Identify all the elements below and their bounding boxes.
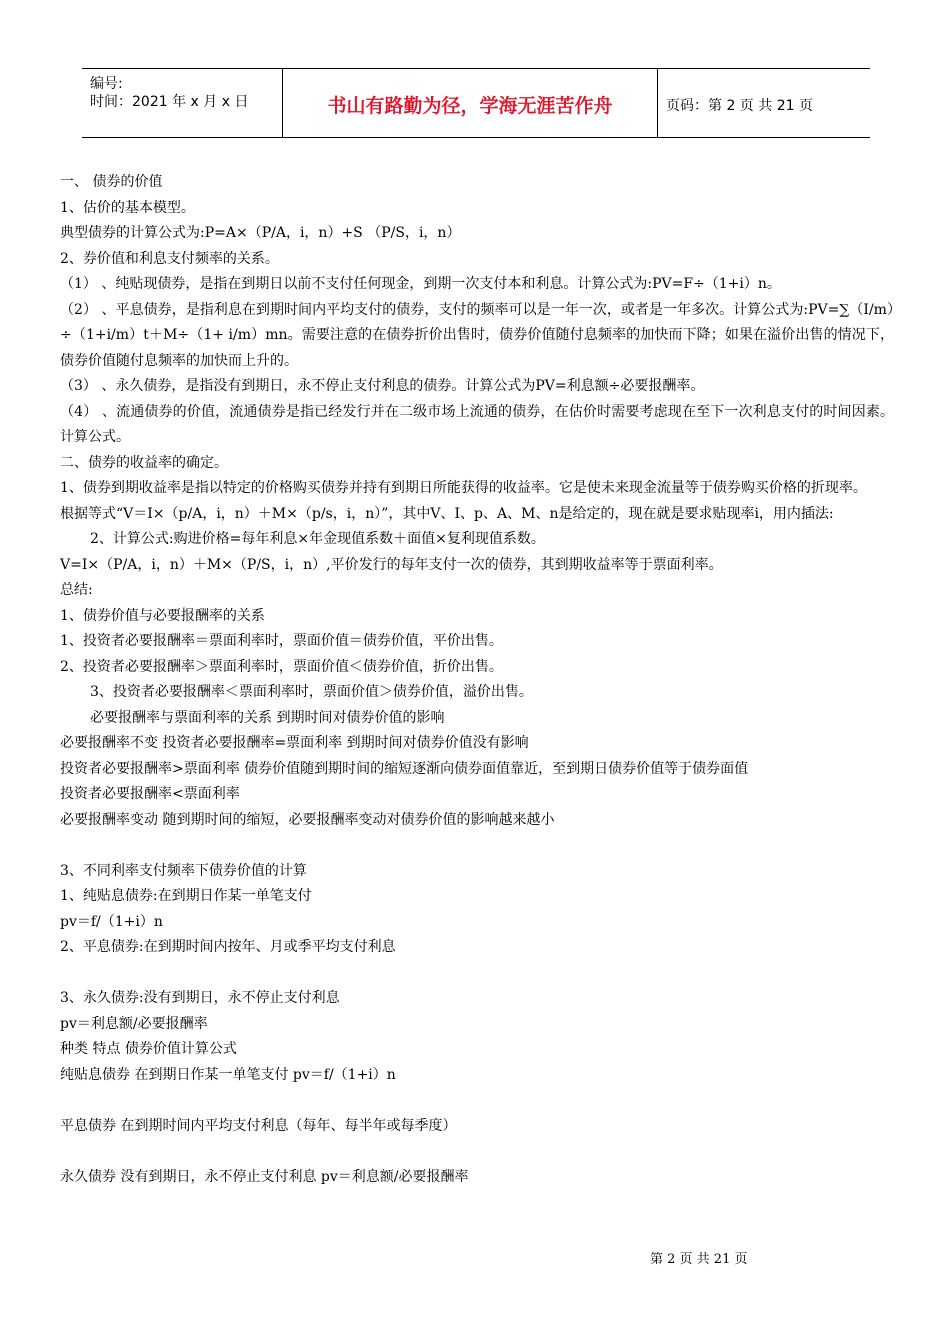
paragraph: 必要报酬率不变 投资者必要报酬率=票面利率 到期时间对债券价值没有影响 bbox=[60, 735, 529, 751]
document-date-label: 时间：2021 年 x 月 x 日 bbox=[90, 94, 249, 110]
header-meta-cell bbox=[82, 69, 282, 137]
paragraph: 2、投资者必要报酬率＞票面利率时，票面价值＜债券价值，折价出售。 bbox=[60, 658, 503, 675]
blank-line bbox=[60, 961, 894, 987]
header-page-cell bbox=[656, 69, 870, 137]
paragraph: 典型债券的计算公式为:P=A×（P/A，i，n）+S （P/S，i，n） bbox=[60, 225, 461, 241]
formula: pv＝f/（1+i）n bbox=[60, 913, 163, 930]
paragraph: 投资者必要报酬率>票面利率 债券价值随到期时间的缩短逐渐向债券面值靠近，至到期日债券价值等于债券面值 bbox=[60, 760, 749, 777]
paragraph: 必要报酬率与票面利率的关系 到期时间对债券价值的影响 bbox=[90, 709, 445, 726]
paragraph: 1、债券价值与必要报酬率的关系 bbox=[60, 607, 265, 624]
blank-line bbox=[60, 1139, 894, 1165]
paragraph: 根据等式“V＝I×（p/A，i，n）＋M×（p/s，i，n）”，其中V、I、p、A、M、n是给定的，现在就是要求贴现率i，用内插法: bbox=[60, 505, 834, 522]
paragraph: 1、投资者必要报酬率＝票面利率时，票面价值＝债券价值，平价出售。 bbox=[60, 633, 503, 649]
document-number-label: 编号: bbox=[90, 76, 123, 92]
paragraph: 总结: bbox=[60, 582, 93, 598]
header-page-number: 页码：第 2 页 共 21 页 bbox=[666, 98, 813, 114]
paragraph: 2、计算公式:购进价格=每年利息×年金现值系数＋面值×复利现值系数。 bbox=[90, 531, 545, 547]
page-header bbox=[82, 68, 870, 138]
section-heading: 一、 债券的价值 bbox=[60, 174, 163, 190]
paragraph: （2） 、平息债券，是指利息在到期时间内平均支付的债券，支付的频率可以是一年一次，或者是一年多次。计算公式为:PV=∑（I/m）÷（1+i/m）t＋M÷（1+ i/m）mn。需要注意的在债券折价出售时，债券价值随付息频率的加快而下降；如果在溢价出售的情况下，债券价值随付息频率的加快而上升的。 bbox=[60, 301, 894, 369]
document-body bbox=[60, 170, 894, 1190]
paragraph: 3、永久债券:没有到期日，永不停止支付利息 bbox=[60, 990, 340, 1006]
paragraph: V=I×（P/A，i，n）＋M×（P/S，i，n）,平价发行的每年支付一次的债券，其到期收益率等于票面利率。 bbox=[60, 556, 723, 573]
blank-line bbox=[60, 1088, 894, 1114]
paragraph: 投资者必要报酬率<票面利率 bbox=[60, 786, 240, 802]
paragraph: （1） 、纯贴现债券，是指在到期日以前不支付任何现金，到期一次支付本和利息。计算公式为:PV=F÷（1+i）n。 bbox=[60, 276, 781, 292]
section-heading: 二、债券的收益率的确定。 bbox=[60, 454, 228, 471]
header-motto-cell bbox=[282, 69, 658, 137]
paragraph: 必要报酬率变动 随到期时间的缩短，必要报酬率变动对债券价值的影响越来越小 bbox=[60, 811, 555, 828]
paragraph: （3） 、永久债券，是指没有到期日，永不停止支付利息的债券。计算公式为PV=利息额÷必要报酬率。 bbox=[60, 378, 705, 394]
paragraph: 2、平息债券:在到期时间内按年、月或季平均支付利息 bbox=[60, 939, 396, 955]
page-footer: 第 2 页 共 21 页 bbox=[650, 1252, 748, 1267]
header-motto: 书山有路勤为径，学海无涯苦作舟 bbox=[327, 95, 613, 117]
paragraph: 1、债券到期收益率是指以特定的价格购买债券并持有到期日所能获得的收益率。它是使未来现金流量等于债券购买价格的折现率。 bbox=[60, 480, 867, 496]
paragraph: 纯贴息债券 在到期日作某一单笔支付 pv＝f/（1+i）n bbox=[60, 1066, 396, 1083]
paragraph: 种类 特点 债券价值计算公式 bbox=[60, 1041, 237, 1057]
blank-line bbox=[60, 833, 894, 859]
paragraph: 3、不同利率支付频率下债券价值的计算 bbox=[60, 862, 307, 879]
paragraph: 3、投资者必要报酬率＜票面利率时，票面价值＞债券价值，溢价出售。 bbox=[90, 684, 533, 700]
paragraph: 1、估价的基本模型。 bbox=[60, 199, 195, 216]
paragraph: 永久债券 没有到期日，永不停止支付利息 pv＝利息额/必要报酬率 bbox=[60, 1168, 469, 1185]
formula: pv＝利息额/必要报酬率 bbox=[60, 1015, 208, 1032]
paragraph: 平息债券 在到期时间内平均支付利息（每年、每半年或每季度） bbox=[60, 1117, 457, 1134]
paragraph: 1、纯贴息债券:在到期日作某一单笔支付 bbox=[60, 888, 312, 904]
paragraph: 2、券价值和利息支付频率的关系。 bbox=[60, 250, 279, 267]
paragraph: （4） 、流通债券的价值，流通债券是指已经发行并在二级市场上流通的债券，在估价时需要考虑现在至下一次利息支付的时间因素。计算公式。 bbox=[60, 403, 894, 445]
